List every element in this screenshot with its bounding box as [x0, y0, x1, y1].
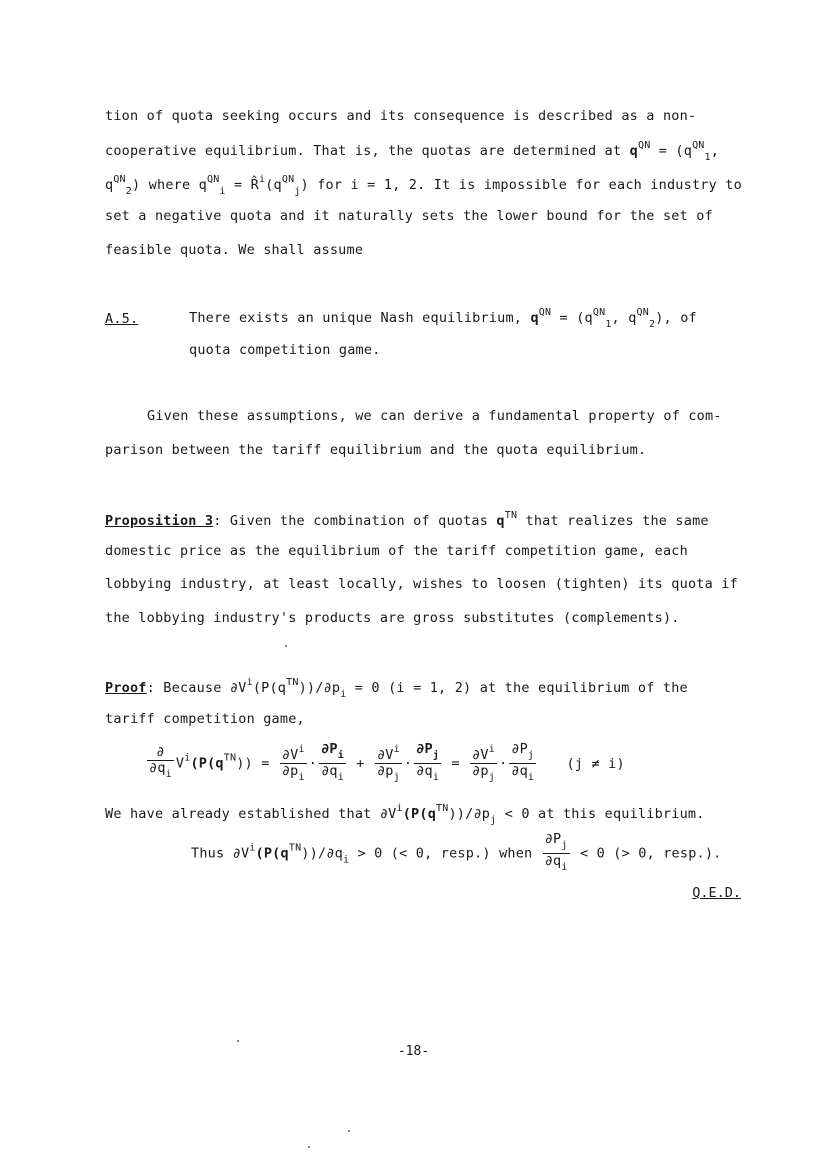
scan-speck [308, 1146, 310, 1148]
sup: i [393, 744, 400, 755]
den [147, 761, 174, 782]
text: ) for i = 1, 2. It is impossible for each industry to [300, 177, 742, 193]
text: (P(q [255, 845, 289, 862]
sup: QN [281, 174, 295, 185]
frac-dpj-dqi-3 [543, 832, 570, 875]
text: (q [265, 177, 282, 193]
sup: QN [637, 140, 651, 151]
num: ∂ [147, 745, 174, 761]
text: ))/∂p [448, 806, 491, 822]
sub: j [488, 772, 495, 783]
para2-line2: parison between the tariff equilibrium and the quota equilibrium. [105, 442, 647, 458]
sup: i [298, 744, 305, 755]
sub: j [490, 815, 497, 826]
sup: TN [223, 752, 237, 764]
text: = 0 (i = 1, 2) at the equilibrium of the [346, 680, 688, 696]
sup: TN [286, 677, 299, 688]
sup: i [258, 174, 266, 185]
assumption-label: A.5. [105, 311, 139, 327]
text: , q [611, 310, 637, 326]
num [319, 742, 346, 764]
sub: j [561, 840, 568, 851]
sub: i [340, 689, 347, 700]
t: (P(q [190, 755, 224, 772]
num [280, 742, 307, 764]
proof-line1 [105, 677, 688, 700]
t: ∂P [416, 741, 433, 757]
t: ∂q [416, 763, 433, 779]
scan-speck [237, 1040, 239, 1042]
t: )) = [236, 755, 270, 772]
scan-speck [285, 645, 287, 647]
text: ))/∂p [298, 680, 341, 696]
sup: TN [288, 842, 302, 854]
den [319, 764, 346, 785]
sub: j [294, 186, 301, 197]
proof-equation [145, 742, 625, 785]
text: (P(q [402, 806, 437, 822]
text: cooperative equilibrium. That is, the quotas are determined at [105, 143, 630, 159]
sub: i [298, 772, 305, 783]
assumption-line1 [189, 307, 697, 330]
text: We have already established that ∂V [105, 806, 397, 822]
t: ∂q [321, 763, 338, 779]
vector-q: q [530, 310, 539, 326]
dot: · [308, 755, 318, 772]
proposition-line1 [105, 510, 709, 529]
sup: QN [636, 307, 649, 318]
den [375, 764, 402, 785]
sup: i [488, 744, 495, 755]
den [509, 764, 536, 785]
text: : Given the combination of quotas [213, 513, 497, 529]
sub: j [527, 750, 535, 761]
para1-line4: set a negative quota and it naturally sets the lower bound for the set of [105, 208, 713, 224]
text: that realizes the same [517, 513, 709, 529]
page-number: -18- [397, 1044, 430, 1059]
text: > 0 (< 0, resp.) when [349, 845, 533, 862]
proof-line3 [105, 803, 705, 826]
sub: i [219, 186, 226, 197]
sup: QN [692, 140, 705, 151]
text: < 0 (> 0, resp.). [579, 845, 722, 862]
sub: j [432, 750, 440, 761]
text: = (q [551, 310, 593, 326]
proposition-line4: the lobbying industry's products are gross substitutes (complements). [105, 610, 680, 626]
t: ∂V [281, 747, 299, 763]
t: ∂q [511, 763, 528, 779]
t: ∂V [376, 747, 394, 763]
num [470, 742, 497, 764]
sup: i [396, 803, 403, 814]
den [414, 764, 441, 785]
t: V [175, 755, 185, 772]
frac-dv-dpi [280, 742, 307, 785]
frac-dpj-dqi-2 [509, 742, 536, 785]
scan-speck [348, 1130, 350, 1132]
t: ∂q [149, 760, 166, 776]
vector-q: q [496, 513, 505, 529]
proof-line2: tariff competition game, [105, 711, 305, 727]
text: There exists an unique Nash equilibrium, [189, 310, 531, 326]
sub: j [393, 772, 400, 783]
text: q [105, 177, 114, 193]
sub: i [527, 772, 535, 783]
text: ))/∂q [301, 845, 343, 862]
text: ) where q [132, 177, 207, 193]
den [280, 764, 307, 785]
frac-dpj-dqi [414, 742, 441, 785]
t: ∂q [544, 853, 562, 869]
para1-line3 [105, 174, 742, 197]
equals: = [451, 755, 460, 772]
den [470, 764, 497, 785]
frac-dpi-dqi [319, 742, 346, 785]
sub: i [337, 772, 344, 783]
text: = R̂ [225, 177, 259, 193]
num [543, 832, 570, 854]
num [375, 742, 402, 764]
t: ∂p [376, 763, 394, 779]
t: ∂p [281, 763, 299, 779]
frac-dv-dpj-2 [470, 742, 497, 785]
para1-line1: tion of quota seeking occurs and its consequence is described as a non- [105, 108, 697, 124]
t: ∂P [511, 741, 528, 757]
condition: (j ≠ i) [566, 755, 625, 772]
t: ∂p [472, 763, 489, 779]
text: : Because ∂V [146, 680, 247, 696]
den [543, 854, 570, 875]
sup: i [249, 842, 256, 854]
sub: i [165, 769, 172, 780]
sub: 2 [648, 319, 656, 330]
plus: + [356, 755, 365, 772]
proposition-line2: domestic price as the equilibrium of the tariff competition game, each [105, 543, 688, 559]
para2-line1: Given these assumptions, we can derive a fundamental property of com- [147, 408, 722, 424]
text: ), of [655, 310, 697, 326]
num [414, 742, 441, 764]
proposition-label: Proposition 3 [105, 513, 214, 529]
frac-d-dqi [147, 745, 174, 782]
text: , [710, 143, 720, 159]
sub: 2 [125, 186, 133, 197]
frac-dv-dpj [375, 742, 402, 785]
proof-label: Proof [105, 680, 147, 696]
dot: · [498, 755, 508, 772]
para1-line2 [105, 140, 719, 163]
sup: QN [592, 307, 606, 318]
text: = (q [650, 143, 693, 159]
sub: 1 [704, 152, 711, 163]
sup: QN [538, 307, 552, 318]
sup: QN [206, 174, 220, 185]
sub: i [561, 862, 568, 873]
sub: 1 [605, 319, 612, 330]
text: < 0 at this equilibrium. [496, 806, 705, 822]
sub: i [342, 854, 350, 866]
assumption-line2: quota competition game. [189, 342, 381, 358]
sub: i [337, 750, 344, 761]
sup: i [246, 677, 253, 688]
sup: QN [113, 174, 126, 185]
sub: i [432, 772, 440, 783]
text: (P(q [252, 680, 287, 696]
sup: TN [436, 803, 449, 814]
t: ∂P [544, 831, 562, 847]
num [509, 742, 536, 764]
t: ∂P [321, 741, 338, 757]
proposition-line3: lobbying industry, at least locally, wishes to loosen (tighten) its quota if [105, 576, 738, 592]
proof-line4 [191, 832, 722, 875]
dot: · [403, 755, 413, 772]
sup: TN [504, 510, 518, 521]
t: ∂V [472, 747, 489, 763]
sup: i [184, 752, 191, 764]
vector-q: q [629, 143, 638, 159]
para1-line5: feasible quota. We shall assume [105, 242, 364, 258]
text: Thus ∂V [191, 845, 250, 862]
qed: Q.E.D. [692, 885, 741, 901]
